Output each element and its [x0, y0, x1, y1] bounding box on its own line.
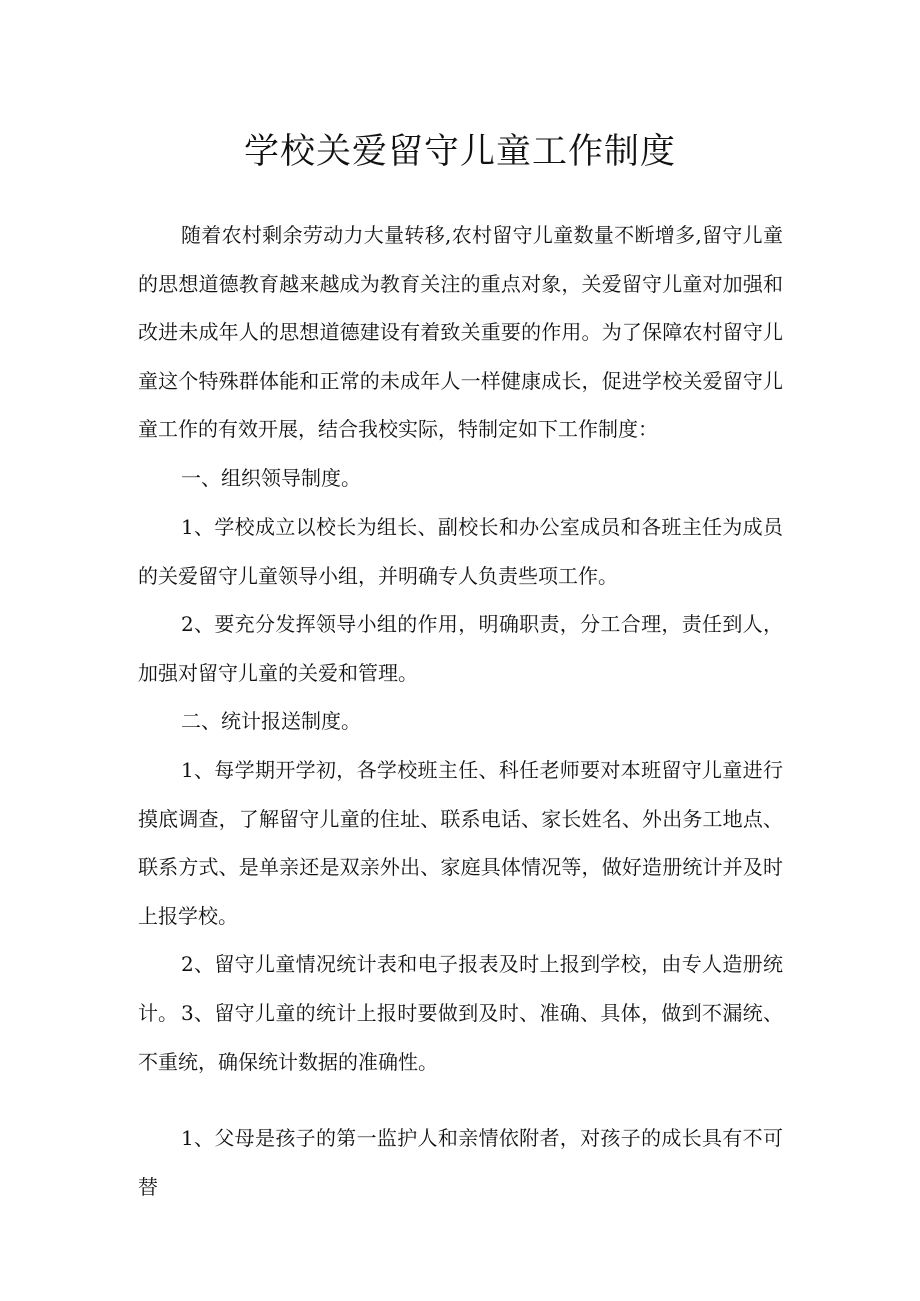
section-heading-2: 二、统计报送制度。 — [181, 709, 361, 733]
paragraph-3-1: 1、父母是孩子的第一监护人和亲情依附者，对孩子的成长具有不可替 — [138, 1126, 783, 1199]
paragraph-1-1: 1、学校成立以校长为组长、副校长和办公室成员和各班主任为成员的关爱留守儿童领导小组，并明确专人负责些项工作。 — [138, 515, 783, 588]
paragraph-1-2: 2、要充分发挥领导小组的作用，明确职责，分工合理，责任到人，加强对留守儿童的关爱和管理。 — [138, 612, 783, 685]
paragraph-intro: 随着农村剩余劳动力大量转移,农村留守儿童数量不断增多,留守儿童的思想道德教育越来越成为教育关注的重点对象，关爱留守儿童对加强和改进未成年人的思想道德建设有着致关重要的作用。为了保障农村留守儿童这个特殊群体能和正常的未成年人一样健康成长，促进学校关爱留守儿童工作的有效开展，结合我校实际，特制定如下工作制度： — [138, 223, 783, 442]
document-title: 学校关爱留守儿童工作制度 — [243, 132, 676, 172]
paragraph-2-2: 2、留守儿童情况统计表和电子报表及时上报到学校，由专人造册统计。 — [138, 952, 783, 1025]
paragraph-2-1: 1、每学期开学初，各学校班主任、科任老师要对本班留守儿童进行摸底调查，了解留守儿童的住址、联系电话、家长姓名、外出务工地点、联系方式、是单亲还是双亲外出、家庭具体情况等，做好造册统计并及时上报学校。 — [138, 758, 783, 928]
paragraph-2-3: 3、留守儿童的统计上报时要做到及时、准确、具体，做到不漏统、不重统，确保统计数据的准确性。 — [138, 1001, 783, 1074]
section-heading-1: 一、组织领导制度。 — [181, 466, 361, 490]
